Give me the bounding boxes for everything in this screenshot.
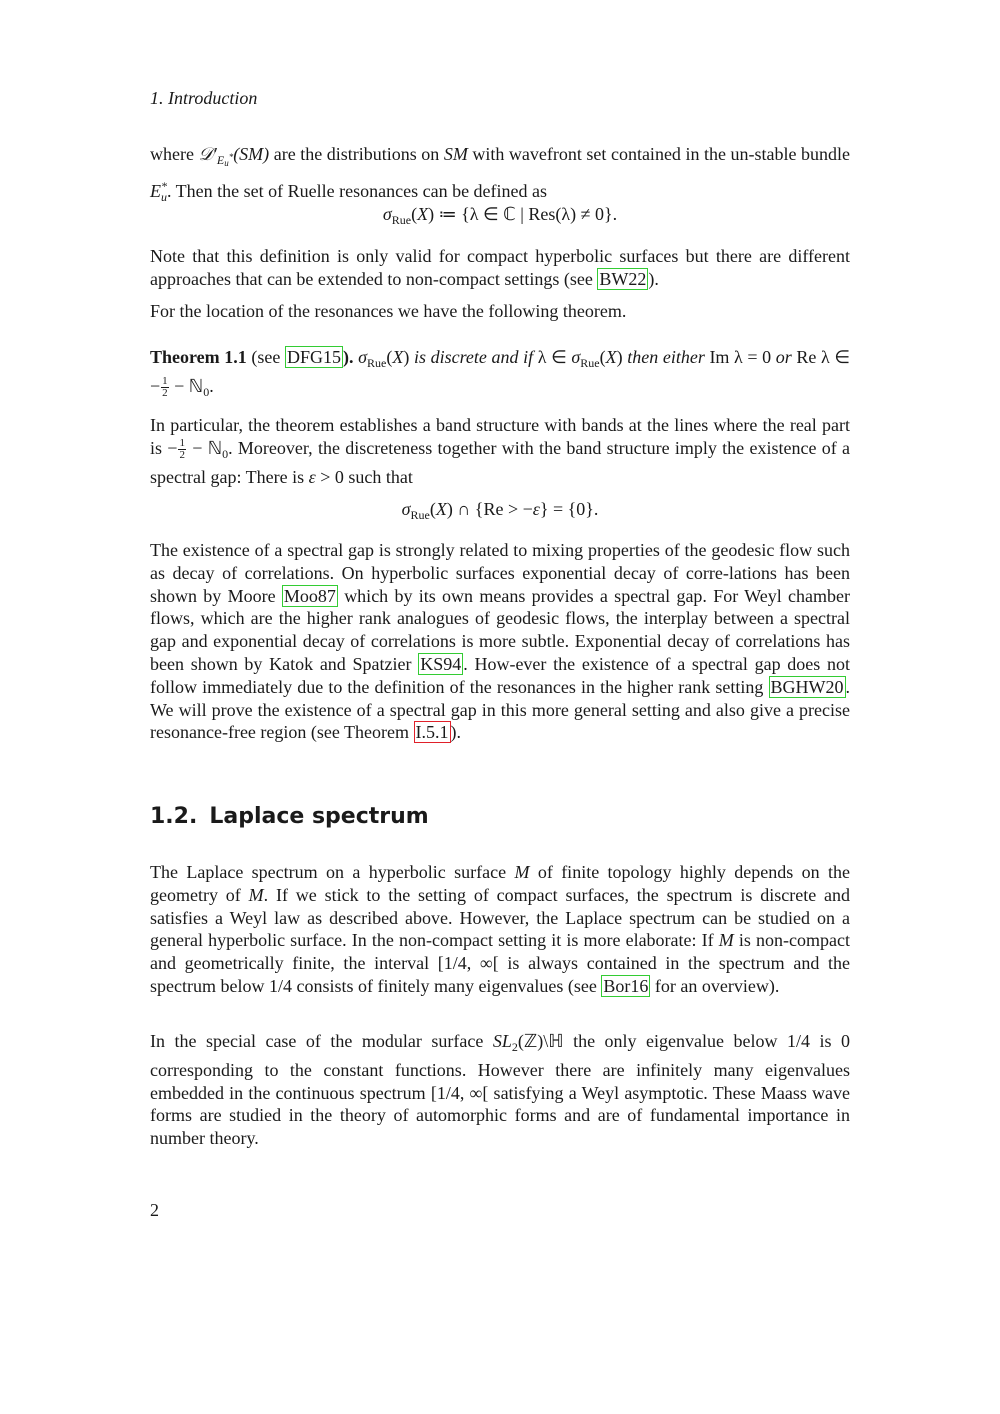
paragraph-6: The Laplace spectrum on a hyperbolic surface M of finite topology highly depends on the geometry of M. If we stick to the setting of compact surfaces, the spectrum is discrete and satisfies a Weyl law as described above. However, the Laplace spectrum can be studied on a general hyperbolic surface. In the non-compact setting it is more elaborate: If M is non-compact and geometrically finite, the interval [1/4, ∞[ is always contained in the spectrum and the spectrum below 1/4 consists of finitely many eigenvalues (see Bor16 for an overview).: [150, 862, 851, 996]
paragraph-7: In the special case of the modular surface $SL_2(ℤ)\backslash ℍ$ the only eigenvalue below 1/4 is 0 corresponding to the constant functions. However there are infinitely many eigenvalues embedded in the continuous spectrum [1/4, ∞[ satisfying a Weyl asymptotic. These Maass wave forms are studied in the theory of automorphic forms and are of fundamental importance in number theory.: [150, 1031, 850, 1149]
theorem-1-1: Theorem 1.1 (see DFG15 ). $\sigma_{Rue}(X)$ is discrete and if λ ∈ $\sigma_{Rue}(X)$ then either Im λ = 0 or Re λ ∈ − $\frac{1}{2}$ − ℕ$_0$.: [150, 347, 851, 400]
running-head: 1. Introduction: [150, 88, 258, 108]
paragraph-5: The existence of a spectral gap is strongly related to mixing properties of the geodesic flow such as decay of correlations. On hyperbolic surfaces exponential decay of corre-lations has been shown by Moore Moo87 which by its own means provides a spectral gap. For Weyl chamber flows, which are the higher rank analogues of geodesic flows, the interplay between a spectral gap and exponential decay of correlations is more subtle. Exponential decay of correlations has been shown by Katok and Spatzier KS94 . How-ever the existence of a spectral gap does not follow immediately due to the definition of the resonances in the higher rank setting BGHW20 . We will prove the existence of a spectral gap in this more general setting and also give a precise resonance-free region (see Theorem I.5.1 ).: [150, 540, 851, 743]
theorem-reference-link[interactable]: I.5.1: [415, 722, 449, 743]
paragraph-1: where $𝒟'_{Eu^*}(SM)$ are the distributions on SM with wavefront set contained in the un-stable bundle $E_u^*$. Then the set of Ruelle resonances can be defined as: [150, 144, 851, 204]
page-number: 2: [150, 1200, 159, 1220]
citation-link[interactable]: Moo87: [283, 585, 336, 606]
citation-link[interactable]: KS94: [420, 653, 462, 674]
citation-link[interactable]: DFG15: [287, 347, 342, 367]
equation-spectral-gap: $\sigma_{Rue}(X)$ ∩ {Re > −ε} = {0}.: [401, 499, 599, 522]
section-heading: 1.2. Laplace spectrum: [150, 804, 429, 829]
paragraph-3: For the location of the resonances we have the following theorem.: [150, 301, 627, 321]
citation-link[interactable]: BW22: [599, 268, 647, 289]
paragraph-2: Note that this definition is only valid for compact hyperbolic surfaces but there are different approaches that can be extended to non-compact settings (see BW22 ).: [150, 246, 850, 289]
citation-link[interactable]: BGHW20: [770, 676, 844, 697]
equation-ruelle-resonances: $\sigma_{Rue}(X)$ ≔ {λ ∈ ℂ | Res(λ) ≠ 0}.: [382, 204, 618, 227]
paragraph-4: In particular, the theorem establishes a band structure with bands at the lines where the real part is − $\frac{1}{2}$ − ℕ$_0$. Moreover, the discreteness together with the band structure imply the existence of a spectral gap: There is ε > 0 such that: [150, 415, 850, 487]
citation-link[interactable]: Bor16: [603, 975, 649, 996]
